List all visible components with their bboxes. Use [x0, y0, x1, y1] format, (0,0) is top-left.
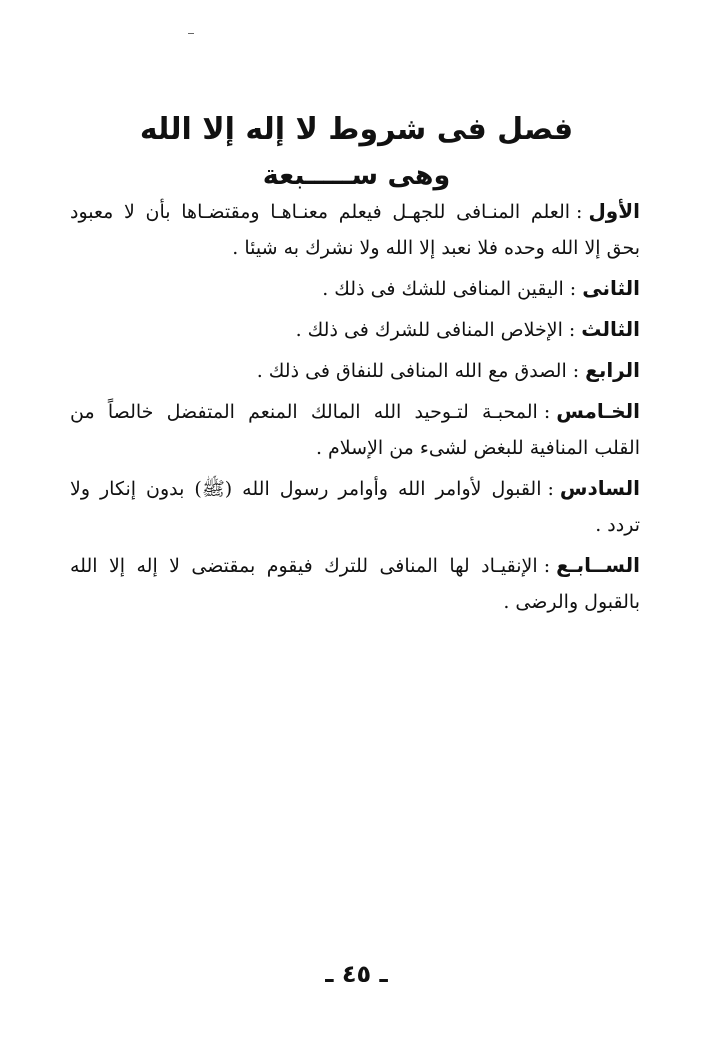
condition-separator: : — [543, 555, 551, 577]
conditions-list — [70, 193, 640, 620]
condition-item — [70, 547, 640, 620]
condition-label: الثانى — [582, 276, 640, 300]
condition-separator: : — [568, 319, 576, 341]
condition-label: الســابـع — [556, 553, 640, 577]
condition-separator: : — [572, 360, 580, 382]
condition-text: الإخلاص المنافى للشرك فى ذلك . — [295, 319, 563, 341]
scan-mark — [188, 33, 194, 34]
chapter-subtitle: وهى ســـــبعة — [262, 160, 451, 191]
condition-text: الصدق مع الله المنافى للنفاق فى ذلك . — [256, 360, 567, 382]
page-number: ـ ٤٥ ـ — [325, 960, 388, 988]
chapter-title: فصل فى شروط لا إله إلا الله — [139, 112, 574, 147]
condition-label: السادس — [559, 476, 640, 500]
condition-text: المحبـة لتـوحيد الله المالك المنعم المتفضل خالصاً من القلب المنافية للبغض لشىء من الإسلام . — [70, 401, 640, 459]
condition-text: اليقين المنافى للشك فى ذلك . — [322, 278, 564, 300]
condition-separator: : — [547, 478, 554, 500]
condition-item — [70, 311, 640, 348]
condition-text: العلم المنـافى للجهـل فيعلم معنـاهـا ومقتضـاها بأن لا معبود بحق إلا الله وحده فلا نعبد إلا الله ولا نشرك به شيئا . — [70, 201, 640, 259]
condition-item — [70, 352, 640, 389]
condition-label: الثالث — [581, 317, 640, 341]
condition-label: الخـامس — [556, 399, 640, 423]
condition-text: الإنقيـاد لها المنافى للترك فيقوم بمقتضى لا إله إلا الله بالقبول والرضى . — [70, 555, 640, 613]
condition-label: الرابع — [585, 358, 640, 382]
condition-item — [70, 193, 640, 266]
condition-separator: : — [543, 401, 551, 423]
condition-text: القبول لأوامر الله وأوامر رسول الله (ﷺ) بدون إنكار ولا تردد . — [70, 478, 640, 536]
condition-item — [70, 470, 640, 543]
condition-label: الأول — [588, 199, 640, 223]
condition-separator: : — [576, 201, 583, 223]
condition-separator: : — [569, 278, 577, 300]
condition-item — [70, 393, 640, 466]
condition-item — [70, 270, 640, 307]
